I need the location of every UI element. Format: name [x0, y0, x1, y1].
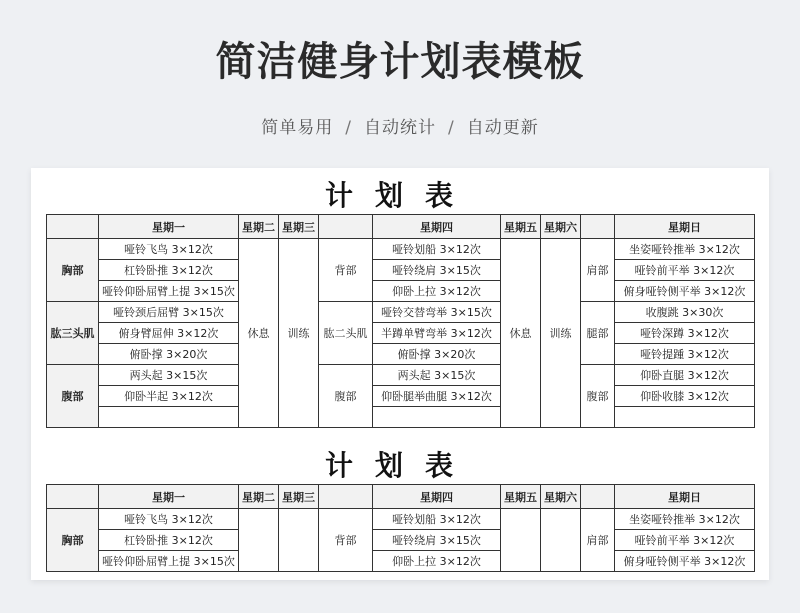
- thu-group-label: 背部: [319, 509, 373, 572]
- mon-exercise: 俯卧撑 3×20次: [99, 344, 239, 365]
- fri-status: 休息: [501, 239, 541, 428]
- thu-exercise: 俯卧撑 3×20次: [373, 344, 501, 365]
- mon-exercise: 仰卧半起 3×12次: [99, 386, 239, 407]
- header-blank: [319, 485, 373, 509]
- sun-group-label: 肩部: [581, 509, 615, 572]
- subtitle-separator: /: [448, 118, 455, 138]
- header-blank: [47, 485, 99, 509]
- table-row: [47, 260, 755, 281]
- sun-exercise: 哑铃提踵 3×12次: [615, 344, 755, 365]
- sun-group-label: 腹部: [581, 365, 615, 428]
- sat-status: 训练: [541, 239, 581, 428]
- subtitle-easy: 简单易用: [261, 118, 334, 138]
- thu-group-label: 腹部: [319, 365, 373, 428]
- mon-exercise: 哑铃仰卧屈臂上提 3×15次: [99, 551, 239, 572]
- thu-exercise: 两头起 3×15次: [373, 365, 501, 386]
- plan-table: [46, 214, 755, 428]
- table-row: [47, 530, 755, 551]
- header-fri: 星期五: [501, 485, 541, 509]
- sun-exercise: 仰卧收膝 3×12次: [615, 386, 755, 407]
- table-row: [47, 302, 755, 323]
- subtitle-update: 自动更新: [466, 118, 539, 138]
- header-tue: 星期二: [239, 215, 279, 239]
- thu-group-label: 背部: [319, 239, 373, 302]
- header-blank: [581, 485, 615, 509]
- thu-exercise: 仰卧上拉 3×12次: [373, 281, 501, 302]
- mon-group-label: 肱三头肌: [47, 302, 99, 365]
- tue-status: 休息: [239, 239, 279, 428]
- table-row: [47, 365, 755, 386]
- fri-status: [501, 509, 541, 572]
- header-mon: 星期一: [99, 485, 239, 509]
- sun-exercise: [615, 407, 755, 428]
- mon-group-label: 腹部: [47, 365, 99, 428]
- tue-status: [239, 509, 279, 572]
- table-row: [47, 509, 755, 530]
- page-title: 简洁健身计划表模板: [215, 39, 585, 85]
- wed-status: 训练: [279, 239, 319, 428]
- header-blank: [47, 215, 99, 239]
- sun-group-label: 腿部: [581, 302, 615, 365]
- subtitle-separator: /: [345, 118, 352, 138]
- header-sat: 星期六: [541, 215, 581, 239]
- header-thu: 星期四: [373, 215, 501, 239]
- header-tue: 星期二: [239, 485, 279, 509]
- mon-exercise: 哑铃飞鸟 3×12次: [99, 509, 239, 530]
- header-sun: 星期日: [615, 485, 755, 509]
- thu-exercise: 哑铃划船 3×12次: [373, 239, 501, 260]
- sun-exercise: 俯身哑铃侧平举 3×12次: [615, 551, 755, 572]
- header-wed: 星期三: [279, 485, 319, 509]
- table-row: [47, 239, 755, 260]
- header-sun: 星期日: [615, 215, 755, 239]
- thu-exercise: 仰卧腿举曲腿 3×12次: [373, 386, 501, 407]
- sun-exercise: 哑铃深蹲 3×12次: [615, 323, 755, 344]
- sheet-preview: [31, 168, 769, 580]
- sat-status: [541, 509, 581, 572]
- mon-group-label: 胸部: [47, 239, 99, 302]
- header-fri: 星期五: [501, 215, 541, 239]
- page-subtitle: [0, 113, 800, 138]
- mon-exercise: 哑铃颈后屈臂 3×15次: [99, 302, 239, 323]
- thu-exercise: 哑铃绕肩 3×15次: [373, 530, 501, 551]
- sheet-title: 计划表: [324, 179, 475, 212]
- mon-exercise: 两头起 3×15次: [99, 365, 239, 386]
- table-header-row: [47, 485, 755, 509]
- sun-exercise: 收腹跳 3×30次: [615, 302, 755, 323]
- mon-exercise: 哑铃飞鸟 3×12次: [99, 239, 239, 260]
- mon-exercise: 俯身臂屈伸 3×12次: [99, 323, 239, 344]
- table-header-row: [47, 215, 755, 239]
- mon-exercise: 杠铃卧推 3×12次: [99, 530, 239, 551]
- wed-status: [279, 509, 319, 572]
- sun-exercise: 俯身哑铃侧平举 3×12次: [615, 281, 755, 302]
- header-blank: [319, 215, 373, 239]
- plan-table: [46, 484, 755, 572]
- header-mon: 星期一: [99, 215, 239, 239]
- thu-group-label: 肱二头肌: [319, 302, 373, 365]
- mon-group-label: 胸部: [47, 509, 99, 572]
- sun-exercise: 坐姿哑铃推举 3×12次: [615, 239, 755, 260]
- thu-exercise: [373, 407, 501, 428]
- table-row: [47, 551, 755, 572]
- thu-exercise: 仰卧上拉 3×12次: [373, 551, 501, 572]
- thu-exercise: 哑铃绕肩 3×15次: [373, 260, 501, 281]
- mon-exercise: [99, 407, 239, 428]
- mon-exercise: 哑铃仰卧屈臂上提 3×15次: [99, 281, 239, 302]
- thu-exercise: 哑铃交替弯举 3×15次: [373, 302, 501, 323]
- sun-exercise: 坐姿哑铃推举 3×12次: [615, 509, 755, 530]
- header-wed: 星期三: [279, 215, 319, 239]
- header-blank: [581, 215, 615, 239]
- sun-exercise: 仰卧直腿 3×12次: [615, 365, 755, 386]
- mon-exercise: 杠铃卧推 3×12次: [99, 260, 239, 281]
- table-row: [47, 407, 755, 428]
- header-sat: 星期六: [541, 485, 581, 509]
- table-row: [47, 386, 755, 407]
- sun-group-label: 肩部: [581, 239, 615, 302]
- sun-exercise: 哑铃前平举 3×12次: [615, 530, 755, 551]
- subtitle-stats: 自动统计: [364, 118, 436, 138]
- table-row: [47, 323, 755, 344]
- sheet-title: 计划表: [324, 449, 475, 482]
- header-thu: 星期四: [373, 485, 501, 509]
- table-row: [47, 344, 755, 365]
- table-row: [47, 281, 755, 302]
- thu-exercise: 哑铃划船 3×12次: [373, 509, 501, 530]
- thu-exercise: 半蹲单臂弯举 3×12次: [373, 323, 501, 344]
- sun-exercise: 哑铃前平举 3×12次: [615, 260, 755, 281]
